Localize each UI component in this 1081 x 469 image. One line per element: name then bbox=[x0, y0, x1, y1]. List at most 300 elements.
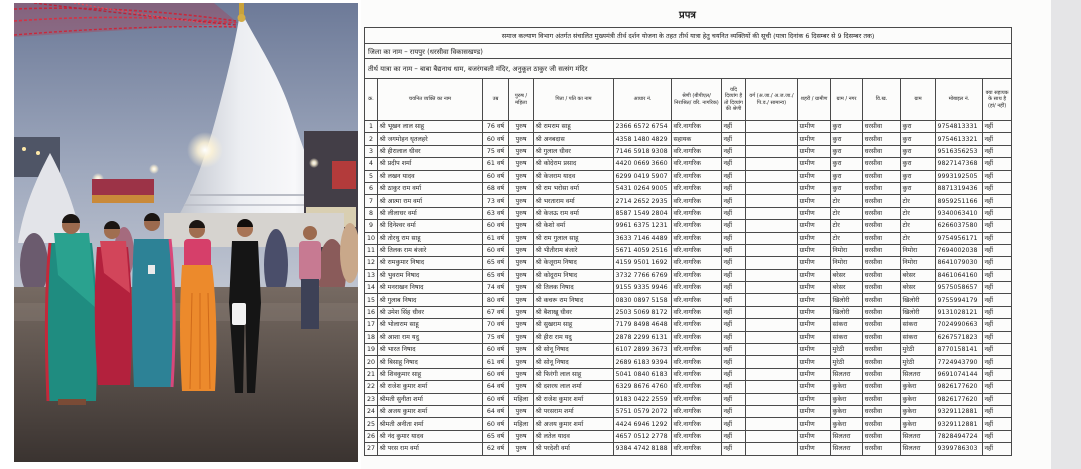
cell-serial: 12 bbox=[365, 257, 378, 269]
cell-caste-group bbox=[746, 121, 798, 133]
cell-mobile: 9826177620 bbox=[936, 381, 983, 393]
cell-block: धरसीवा bbox=[863, 294, 901, 306]
cell-with-assistant: नहीं bbox=[983, 170, 1012, 182]
cell-aadhaar: 9961 6375 1231 bbox=[614, 220, 672, 232]
cell-with-assistant: नहीं bbox=[983, 393, 1012, 405]
cell-with-assistant: नहीं bbox=[983, 195, 1012, 207]
cell-village: सांकरा bbox=[831, 331, 863, 343]
cell-aadhaar: 6299 0419 5907 bbox=[614, 170, 672, 182]
cell-age: 70 वर्ष bbox=[483, 319, 509, 331]
cell-category: वरि.नागरिक bbox=[672, 121, 722, 133]
header-disability: यदि दिव्यांग है तो दिव्यांग की श्रेणी bbox=[722, 79, 746, 121]
cell-area-type: ग्रामीण bbox=[798, 121, 831, 133]
cell-gender: पुरुष bbox=[509, 306, 534, 318]
header-village: ग्राम / नगर bbox=[831, 79, 863, 121]
cell-father-husband-name: श्री तिलक निषाद bbox=[534, 282, 614, 294]
cell-category: वरि.नागरिक bbox=[672, 418, 722, 430]
cell-age: 61 वर्ष bbox=[483, 356, 509, 368]
cell-block: धरसीवा bbox=[863, 405, 901, 417]
cell-father-husband-name: श्री राम गुलाल साहू bbox=[534, 232, 614, 244]
cell-mobile: 6267571823 bbox=[936, 331, 983, 343]
cell-disability: नहीं bbox=[722, 405, 746, 417]
cell-category: वरि.नागरिक bbox=[672, 443, 722, 455]
cell-village: निमोरा bbox=[831, 257, 863, 269]
cell-serial: 21 bbox=[365, 368, 378, 380]
cell-gender: महिला bbox=[509, 393, 534, 405]
cell-mobile: 8461064160 bbox=[936, 269, 983, 281]
cell-area-type: ग्रामीण bbox=[798, 356, 831, 368]
cell-gram: मुरेठी bbox=[901, 356, 936, 368]
table-row bbox=[365, 381, 1012, 393]
table-row bbox=[365, 220, 1012, 232]
cell-disability: नहीं bbox=[722, 232, 746, 244]
cell-name: श्री प्रदीप शर्मा bbox=[378, 158, 483, 170]
table-row bbox=[365, 443, 1012, 455]
cell-disability: नहीं bbox=[722, 368, 746, 380]
cell-serial: 27 bbox=[365, 443, 378, 455]
cell-area-type: ग्रामीण bbox=[798, 344, 831, 356]
cell-age: 64 वर्ष bbox=[483, 381, 509, 393]
cell-block: धरसीवा bbox=[863, 368, 901, 380]
cell-disability: नहीं bbox=[722, 393, 746, 405]
cell-father-husband-name: श्री राजेश कुमार शर्मा bbox=[534, 393, 614, 405]
cell-village: कुरा bbox=[831, 133, 863, 145]
cell-age: 80 वर्ष bbox=[483, 294, 509, 306]
table-row bbox=[365, 170, 1012, 182]
cell-with-assistant: नहीं bbox=[983, 207, 1012, 219]
cell-village: कुकेरा bbox=[831, 418, 863, 430]
cell-area-type: ग्रामीण bbox=[798, 319, 831, 331]
cell-with-assistant: नहीं bbox=[983, 220, 1012, 232]
cell-village: कुकेरा bbox=[831, 393, 863, 405]
cell-name: श्री आत्मा राम वर्मा bbox=[378, 195, 483, 207]
cell-mobile: 9340063410 bbox=[936, 207, 983, 219]
woman-3 bbox=[132, 213, 174, 387]
cell-father-husband-name: श्री सोनू निषाद bbox=[534, 356, 614, 368]
cell-age: 60 वर्ष bbox=[483, 133, 509, 145]
cell-area-type: ग्रामीण bbox=[798, 182, 831, 194]
header-mobile: मोबाइल नं. bbox=[936, 79, 983, 121]
cell-name: श्री तिलक राम बंजारे bbox=[378, 244, 483, 256]
cell-aadhaar: 2689 6183 9394 bbox=[614, 356, 672, 368]
cell-disability: नहीं bbox=[722, 170, 746, 182]
cell-father-husband-name: श्री अजय कुमार शर्मा bbox=[534, 418, 614, 430]
cell-gram: कुकेरा bbox=[901, 405, 936, 417]
cell-name: श्री लीलाधर वर्मा bbox=[378, 207, 483, 219]
cell-block: धरसीवा bbox=[863, 207, 901, 219]
cell-disability: नहीं bbox=[722, 294, 746, 306]
cell-block: धरसीवा bbox=[863, 306, 901, 318]
cell-block: धरसीवा bbox=[863, 430, 901, 442]
cell-age: 61 वर्ष bbox=[483, 232, 509, 244]
cell-mobile: 9329112881 bbox=[936, 405, 983, 417]
cell-mobile: 7694002038 bbox=[936, 244, 983, 256]
cell-with-assistant: नहीं bbox=[983, 319, 1012, 331]
cell-area-type: ग्रामीण bbox=[798, 331, 831, 343]
list-title: समाज कल्याण विभाग अंतर्गत संचालित मुख्यमंत्री तीर्थ दर्शन योजना के तहत तीर्थ यात्रा हेतु चयनित व्यक्तियों की सूची (यात्रा दिनांक 6 दिसम्बर से 9 दिसम्बर तक) bbox=[365, 28, 1012, 44]
cell-block: धरसीवा bbox=[863, 133, 901, 145]
cell-category: वरि.नागरिक bbox=[672, 393, 722, 405]
cell-disability: नहीं bbox=[722, 443, 746, 455]
cell-father-husband-name: श्री सुखराम साहू bbox=[534, 319, 614, 331]
cell-area-type: ग्रामीण bbox=[798, 158, 831, 170]
cell-gender: पुरुष bbox=[509, 381, 534, 393]
cell-gram: बरेसर bbox=[901, 282, 936, 294]
cell-serial: 8 bbox=[365, 207, 378, 219]
cell-gram: टोर bbox=[901, 232, 936, 244]
cell-gram: सांकरा bbox=[901, 319, 936, 331]
cell-caste-group bbox=[746, 294, 798, 306]
cell-disability: नहीं bbox=[722, 319, 746, 331]
cell-category: वरि.नागरिक bbox=[672, 381, 722, 393]
cell-father-husband-name: श्री गुलाल धीवर bbox=[534, 145, 614, 157]
cell-father-husband-name: श्री सोनू निषाद bbox=[534, 344, 614, 356]
cell-area-type: ग्रामीण bbox=[798, 294, 831, 306]
header-age: उम्र bbox=[483, 79, 509, 121]
cell-father-husband-name: श्री केजूराम निषाद bbox=[534, 257, 614, 269]
cell-father-husband-name: श्री कचरू राम निषाद bbox=[534, 294, 614, 306]
cell-area-type: ग्रामीण bbox=[798, 405, 831, 417]
pilgrimage-row bbox=[365, 59, 1012, 79]
cell-block: धरसीवा bbox=[863, 182, 901, 194]
cell-gender: पुरुष bbox=[509, 182, 534, 194]
cell-mobile: 9827147368 bbox=[936, 158, 983, 170]
cell-name: श्री भोलाराम साहू bbox=[378, 319, 483, 331]
cell-village: कुरा bbox=[831, 170, 863, 182]
cell-disability: नहीं bbox=[722, 244, 746, 256]
cell-father-husband-name: श्री रामराम साहू bbox=[534, 121, 614, 133]
cell-village: मुरेठी bbox=[831, 344, 863, 356]
title-row bbox=[365, 28, 1012, 44]
cell-gender: पुरुष bbox=[509, 443, 534, 455]
cell-village: कुरा bbox=[831, 121, 863, 133]
cell-name: श्री राजेश कुमार शर्मा bbox=[378, 381, 483, 393]
cell-name: श्री भुवराम निषाद bbox=[378, 269, 483, 281]
cell-with-assistant: नहीं bbox=[983, 344, 1012, 356]
cell-area-type: ग्रामीण bbox=[798, 306, 831, 318]
cell-caste-group bbox=[746, 133, 798, 145]
cell-block: धरसीवा bbox=[863, 158, 901, 170]
cell-aadhaar: 3732 7766 6769 bbox=[614, 269, 672, 281]
cell-village: खिलोरी bbox=[831, 294, 863, 306]
cell-with-assistant: नहीं bbox=[983, 232, 1012, 244]
cell-age: 75 वर्ष bbox=[483, 145, 509, 157]
cell-caste-group bbox=[746, 145, 798, 157]
cell-village: सिलतरा bbox=[831, 430, 863, 442]
table-row bbox=[365, 182, 1012, 194]
woman-4-blouse bbox=[184, 239, 211, 269]
cell-village: कुकेरा bbox=[831, 405, 863, 417]
cell-category: वरि.नागरिक bbox=[672, 145, 722, 157]
cell-mobile: 9754813331 bbox=[936, 121, 983, 133]
cell-age: 64 वर्ष bbox=[483, 405, 509, 417]
cell-category: वरि.नागरिक bbox=[672, 158, 722, 170]
cell-gram: कुरा bbox=[901, 170, 936, 182]
header-area-type: शहरी / ग्रामीण bbox=[798, 79, 831, 121]
cell-with-assistant: नहीं bbox=[983, 269, 1012, 281]
cell-disability: नहीं bbox=[722, 269, 746, 281]
cell-caste-group bbox=[746, 158, 798, 170]
pilgrims-table bbox=[364, 27, 1012, 456]
cell-village: टोर bbox=[831, 207, 863, 219]
cell-aadhaar: 5431 0264 9005 bbox=[614, 182, 672, 194]
cell-serial: 16 bbox=[365, 306, 378, 318]
cell-with-assistant: नहीं bbox=[983, 430, 1012, 442]
cell-name: श्री परस राम वर्मा bbox=[378, 443, 483, 455]
cell-disability: नहीं bbox=[722, 195, 746, 207]
cell-area-type: ग्रामीण bbox=[798, 244, 831, 256]
cell-serial: 9 bbox=[365, 220, 378, 232]
cell-name: श्री शिवकुमार साहू bbox=[378, 368, 483, 380]
cell-gender: पुरुष bbox=[509, 158, 534, 170]
cell-village: सिलतरा bbox=[831, 443, 863, 455]
cell-gender: पुरुष bbox=[509, 170, 534, 182]
table-row bbox=[365, 344, 1012, 356]
cell-gender: पुरुष bbox=[509, 257, 534, 269]
cell-father-husband-name: श्री दशरथ लाल शर्मा bbox=[534, 381, 614, 393]
cell-serial: 3 bbox=[365, 145, 378, 157]
cell-aadhaar: 5751 0579 2072 bbox=[614, 405, 672, 417]
cell-caste-group bbox=[746, 381, 798, 393]
cell-gram: कुरा bbox=[901, 182, 936, 194]
woman-3-saree bbox=[132, 239, 174, 387]
cell-gram: खिलोरी bbox=[901, 294, 936, 306]
cell-age: 63 वर्ष bbox=[483, 207, 509, 219]
cell-aadhaar: 8587 1549 2804 bbox=[614, 207, 672, 219]
cell-father-husband-name: श्री हीरा राम यदु bbox=[534, 331, 614, 343]
cell-serial: 2 bbox=[365, 133, 378, 145]
cell-father-husband-name: श्री कोदेराम प्रसाद bbox=[534, 158, 614, 170]
cell-area-type: ग्रामीण bbox=[798, 133, 831, 145]
cell-with-assistant: नहीं bbox=[983, 121, 1012, 133]
table-row bbox=[365, 207, 1012, 219]
cell-gender: पुरुष bbox=[509, 232, 534, 244]
table-row bbox=[365, 257, 1012, 269]
cell-aadhaar: 3633 7146 4489 bbox=[614, 232, 672, 244]
selected-pilgrims-list-document bbox=[361, 0, 1051, 469]
cell-gram: मुरेठी bbox=[901, 344, 936, 356]
cell-father-husband-name: श्री परदेशी वर्मा bbox=[534, 443, 614, 455]
cell-mobile: 9755994179 bbox=[936, 294, 983, 306]
cell-gender: पुरुष bbox=[509, 121, 534, 133]
cell-name: श्री गुलाब निषाद bbox=[378, 294, 483, 306]
background-margin bbox=[1051, 0, 1081, 469]
cell-name: श्री दिनेश्वर वर्मा bbox=[378, 220, 483, 232]
cell-disability: नहीं bbox=[722, 121, 746, 133]
cell-aadhaar: 4159 9501 1692 bbox=[614, 257, 672, 269]
cell-gram: सिलतरा bbox=[901, 443, 936, 455]
cell-name: श्री लखन यादव bbox=[378, 170, 483, 182]
pilgrimage-line: तीर्थ यात्रा का नाम – बाबा बैद्यनाथ धाम, बजरंगबली मंदिर, अनुकूल ठाकुर जी सत्संग मंदिर bbox=[365, 59, 1012, 79]
cell-age: 75 वर्ष bbox=[483, 331, 509, 343]
header-gram: ग्राम bbox=[901, 79, 936, 121]
cell-mobile: 9516356253 bbox=[936, 145, 983, 157]
cell-gram: निमोरा bbox=[901, 244, 936, 256]
cell-aadhaar: 7179 8498 4648 bbox=[614, 319, 672, 331]
cell-caste-group bbox=[746, 331, 798, 343]
building-light bbox=[22, 147, 26, 151]
cell-area-type: ग्रामीण bbox=[798, 232, 831, 244]
table-row bbox=[365, 368, 1012, 380]
cell-with-assistant: नहीं bbox=[983, 244, 1012, 256]
table-row bbox=[365, 269, 1012, 281]
cell-disability: नहीं bbox=[722, 207, 746, 219]
cell-aadhaar: 5041 0840 6183 bbox=[614, 368, 672, 380]
cell-disability: नहीं bbox=[722, 145, 746, 157]
cell-village: मुरेठी bbox=[831, 356, 863, 368]
cell-gram: सिलतरा bbox=[901, 430, 936, 442]
cell-father-husband-name: श्री फिरंगी लाल साहू bbox=[534, 368, 614, 380]
cell-age: 76 वर्ष bbox=[483, 121, 509, 133]
cell-village: टोर bbox=[831, 220, 863, 232]
table-row bbox=[365, 405, 1012, 417]
cell-mobile: 8641079030 bbox=[936, 257, 983, 269]
cell-area-type: ग्रामीण bbox=[798, 207, 831, 219]
cell-category: वरि.नागरिक bbox=[672, 356, 722, 368]
cell-aadhaar: 4657 0512 2778 bbox=[614, 430, 672, 442]
cell-caste-group bbox=[746, 430, 798, 442]
cell-age: 60 वर्ष bbox=[483, 170, 509, 182]
column-header-row bbox=[365, 79, 1012, 121]
cell-area-type: ग्रामीण bbox=[798, 170, 831, 182]
cell-category: वरि.नागरिक bbox=[672, 344, 722, 356]
cell-category: वरि.नागरिक bbox=[672, 207, 722, 219]
cell-area-type: ग्रामीण bbox=[798, 257, 831, 269]
cell-mobile: 9131028121 bbox=[936, 306, 983, 318]
cell-category: वरि.नागरिक bbox=[672, 306, 722, 318]
cell-caste-group bbox=[746, 269, 798, 281]
lamp-glow bbox=[309, 158, 319, 168]
cell-caste-group bbox=[746, 356, 798, 368]
cell-serial: 7 bbox=[365, 195, 378, 207]
table-row bbox=[365, 356, 1012, 368]
cell-gender: पुरुष bbox=[509, 430, 534, 442]
header-block: वि.ख. bbox=[863, 79, 901, 121]
cell-aadhaar: 2366 6572 6754 bbox=[614, 121, 672, 133]
cell-gram: टोर bbox=[901, 195, 936, 207]
table-row bbox=[365, 121, 1012, 133]
header-aadhaar: आधार नं. bbox=[614, 79, 672, 121]
cell-disability: नहीं bbox=[722, 158, 746, 170]
district-row bbox=[365, 44, 1012, 59]
cell-category: वरि.नागरिक bbox=[672, 430, 722, 442]
cell-father-husband-name: श्री भरताराम वर्मा bbox=[534, 195, 614, 207]
cell-with-assistant: नहीं bbox=[983, 418, 1012, 430]
cell-category: वरि.नागरिक bbox=[672, 319, 722, 331]
cell-age: 65 वर्ष bbox=[483, 430, 509, 442]
cell-with-assistant: नहीं bbox=[983, 182, 1012, 194]
cell-age: 67 वर्ष bbox=[483, 306, 509, 318]
cell-serial: 13 bbox=[365, 269, 378, 281]
cell-gram: कुरा bbox=[901, 145, 936, 157]
cell-father-husband-name: श्री परसराम शर्मा bbox=[534, 405, 614, 417]
table-row bbox=[365, 430, 1012, 442]
cell-father-husband-name: श्री केजऊ राम वर्मा bbox=[534, 207, 614, 219]
cell-block: धरसीवा bbox=[863, 220, 901, 232]
table-row bbox=[365, 145, 1012, 157]
cell-age: 60 वर्ष bbox=[483, 344, 509, 356]
cell-with-assistant: नहीं bbox=[983, 158, 1012, 170]
table-row bbox=[365, 331, 1012, 343]
cell-mobile: 8959251166 bbox=[936, 195, 983, 207]
header-caste-group: वर्ग (अ.जा./ अ.ज.जा./ पि.व./ सामान्य) bbox=[746, 79, 798, 121]
cell-name: श्री बिसाहू निषाद bbox=[378, 356, 483, 368]
cell-gram: कुरा bbox=[901, 121, 936, 133]
cell-father-husband-name: श्री भीतीराम बंजारे bbox=[534, 244, 614, 256]
header-father-husband-name: पिता / पति का नाम bbox=[534, 79, 614, 121]
cell-gender: पुरुष bbox=[509, 207, 534, 219]
cell-area-type: ग्रामीण bbox=[798, 418, 831, 430]
cell-with-assistant: नहीं bbox=[983, 356, 1012, 368]
form-heading: प्रपत्र bbox=[679, 10, 696, 21]
cell-serial: 24 bbox=[365, 405, 378, 417]
cell-name: श्री नंद कुमार यादव bbox=[378, 430, 483, 442]
pilgrims-temple-photo bbox=[14, 3, 358, 462]
cell-village: टोर bbox=[831, 195, 863, 207]
table-row bbox=[365, 158, 1012, 170]
woman-1-feet bbox=[58, 399, 86, 405]
cell-aadhaar: 2503 5069 8172 bbox=[614, 306, 672, 318]
cell-category: वरि.नागरिक bbox=[672, 232, 722, 244]
cell-area-type: ग्रामीण bbox=[798, 443, 831, 455]
cell-gram: सिलतरा bbox=[901, 368, 936, 380]
cell-block: धरसीवा bbox=[863, 121, 901, 133]
cell-age: 68 वर्ष bbox=[483, 182, 509, 194]
table-row bbox=[365, 282, 1012, 294]
cell-mobile: 9754956171 bbox=[936, 232, 983, 244]
cell-father-husband-name: श्री कोदूराम निषाद bbox=[534, 269, 614, 281]
cell-age: 60 वर्ष bbox=[483, 244, 509, 256]
cell-block: धरसीवा bbox=[863, 244, 901, 256]
photo-illustration bbox=[14, 3, 358, 462]
district-line: जिला का नाम – रायपुर (धरसीवा विकासखण्ड) bbox=[365, 44, 1012, 59]
cell-caste-group bbox=[746, 319, 798, 331]
cell-gram: सांकरा bbox=[901, 331, 936, 343]
header-serial: क्र. bbox=[365, 79, 378, 121]
cell-caste-group bbox=[746, 405, 798, 417]
cell-block: धरसीवा bbox=[863, 170, 901, 182]
cell-village: कुरा bbox=[831, 182, 863, 194]
cell-serial: 11 bbox=[365, 244, 378, 256]
cell-area-type: ग्रामीण bbox=[798, 269, 831, 281]
table-row bbox=[365, 294, 1012, 306]
cell-disability: नहीं bbox=[722, 133, 746, 145]
cell-village: कुरा bbox=[831, 158, 863, 170]
cell-mobile: 7724943790 bbox=[936, 356, 983, 368]
cell-aadhaar: 6329 8676 4760 bbox=[614, 381, 672, 393]
building-light bbox=[36, 151, 40, 155]
cell-father-husband-name: श्री राम भरोसा वर्मा bbox=[534, 182, 614, 194]
cell-gender: पुरुष bbox=[509, 368, 534, 380]
cell-gram: टोर bbox=[901, 207, 936, 219]
cell-gram: कुरा bbox=[901, 158, 936, 170]
cell-block: धरसीवा bbox=[863, 319, 901, 331]
cell-serial: 14 bbox=[365, 282, 378, 294]
cell-category: वरि.नागरिक bbox=[672, 195, 722, 207]
cell-category: सहायक bbox=[672, 133, 722, 145]
cell-block: धरसीवा bbox=[863, 269, 901, 281]
cell-father-husband-name: श्री केशो वर्मा bbox=[534, 220, 614, 232]
header-gender: पुरुष / महिला bbox=[509, 79, 534, 121]
cell-name: श्री मनराखन निषाद bbox=[378, 282, 483, 294]
cell-gram: कुकेरा bbox=[901, 381, 936, 393]
cell-gender: पुरुष bbox=[509, 220, 534, 232]
cell-caste-group bbox=[746, 257, 798, 269]
cell-area-type: ग्रामीण bbox=[798, 381, 831, 393]
cell-gram: निमोरा bbox=[901, 257, 936, 269]
flood-light-glow bbox=[187, 132, 223, 168]
cell-gram: कुकेरा bbox=[901, 393, 936, 405]
